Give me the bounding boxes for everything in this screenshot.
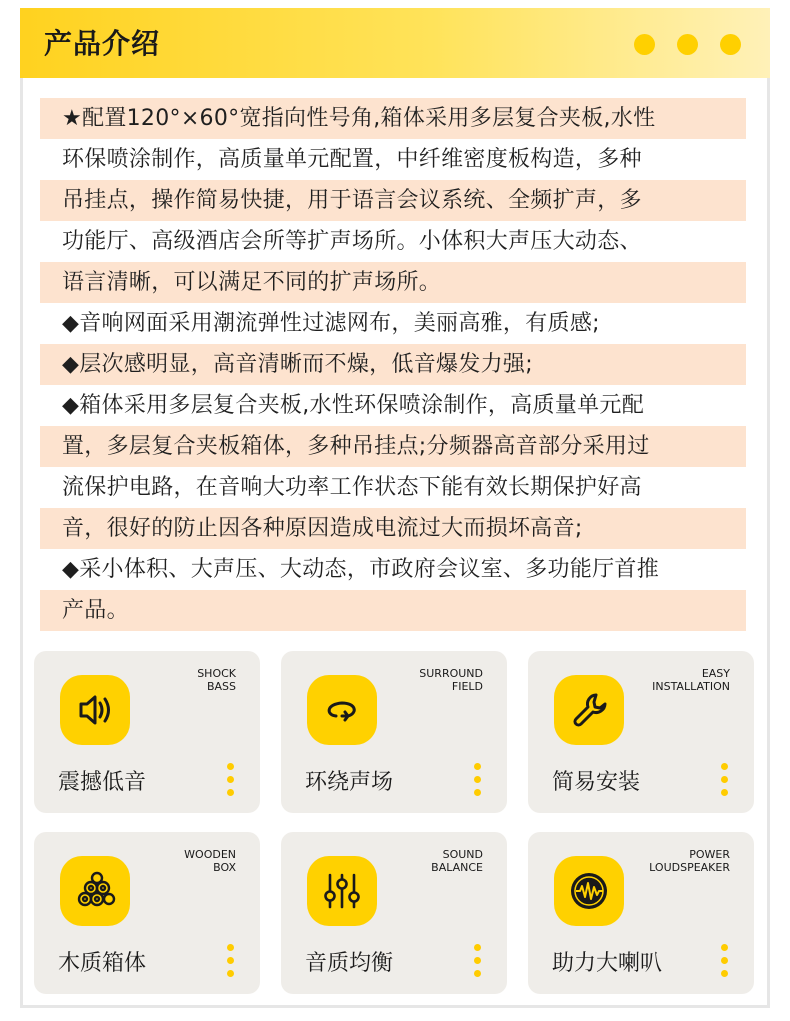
wrench-icon (567, 688, 611, 732)
feature-english-line: INSTALLATION (652, 680, 730, 693)
description-line: ★配置120°×60°宽指向性号角,箱体采用多层复合夹板,水性 (40, 98, 746, 139)
feature-title: 简易安装 (552, 770, 641, 795)
feature-english-line: LOUDSPEAKER (649, 861, 730, 874)
feature-card-sound-balance (281, 832, 507, 994)
feature-english-line: BOX (213, 861, 236, 874)
wood-logs-icon (73, 869, 117, 913)
more-dots-icon (227, 763, 234, 797)
feature-english-label (373, 667, 483, 693)
decorative-dot (677, 34, 698, 55)
feature-icon-badge (554, 856, 624, 926)
feature-title: 木质箱体 (58, 951, 147, 976)
more-dots-icon (474, 944, 481, 978)
feature-english-label (620, 667, 730, 693)
decorative-dot (720, 34, 741, 55)
description-line: 吊挂点，操作简易快捷，用于语言会议系统、全频扩声，多 (40, 180, 746, 221)
feature-title: 环绕声场 (305, 770, 394, 795)
feature-card-power-loudspeaker (528, 832, 754, 994)
feature-english-label (620, 848, 730, 874)
feature-english-line: BASS (206, 680, 236, 693)
feature-english-label (373, 848, 483, 874)
product-description (40, 98, 746, 631)
description-line: 功能厅、高级酒店会所等扩声场所。小体积大声压大动态、 (62, 229, 642, 254)
feature-icon-badge (60, 675, 130, 745)
description-line: ◆箱体采用多层复合夹板,水性环保喷涂制作，高质量单元配 (62, 393, 645, 418)
feature-english-line: BALANCE (431, 861, 483, 874)
feature-icon-badge (307, 856, 377, 926)
description-line: 音，很好的防止因各种原因造成电流过大而损坏高音; (40, 508, 746, 549)
description-line: 置，多层复合夹板箱体，多种吊挂点;分频器高音部分采用过 (40, 426, 746, 467)
feature-title: 助力大喇叭 (552, 951, 663, 976)
section-header (20, 8, 770, 78)
description-line: 环保喷涂制作，高质量单元配置，中纤维密度板构造，多种 (62, 147, 642, 172)
feature-icon-badge (554, 675, 624, 745)
feature-card-easy-installation (528, 651, 754, 813)
feature-card-surround-field (281, 651, 507, 813)
loudspeaker-icon (567, 869, 611, 913)
description-line: 流保护电路，在音响大功率工作状态下能有效长期保护好高 (62, 475, 642, 500)
more-dots-icon (721, 763, 728, 797)
feature-english-line: POWER (689, 848, 730, 861)
feature-english-line: SOUND (442, 848, 483, 861)
feature-title: 音质均衡 (305, 951, 394, 976)
feature-english-line: SURROUND (419, 667, 483, 680)
feature-english-line: FIELD (451, 680, 483, 693)
description-line: 产品。 (40, 590, 746, 631)
speaker-icon (73, 688, 117, 732)
decorative-dot (634, 34, 655, 55)
feature-english-label (126, 667, 236, 693)
description-line: ◆音响网面采用潮流弹性过滤网布，美丽高雅，有质感; (62, 311, 600, 336)
feature-english-line: EASY (701, 667, 730, 680)
description-line: ◆层次感明显，高音清晰而不燥，低音爆发力强; (40, 344, 746, 385)
more-dots-icon (721, 944, 728, 978)
feature-english-line: SHOCK (197, 667, 236, 680)
description-line: ◆采小体积、大声压、大动态，市政府会议室、多功能厅首推 (62, 557, 660, 582)
feature-card-shock-bass (34, 651, 260, 813)
feature-grid (34, 651, 756, 1001)
equalizer-icon (320, 869, 364, 913)
feature-english-label (126, 848, 236, 874)
more-dots-icon (227, 944, 234, 978)
feature-card-wooden-box (34, 832, 260, 994)
surround-icon (320, 688, 364, 732)
feature-title: 震撼低音 (58, 770, 147, 795)
feature-icon-badge (60, 856, 130, 926)
description-line: 语言清晰，可以满足不同的扩声场所。 (40, 262, 746, 303)
feature-english-line: WOODEN (184, 848, 236, 861)
page-title: 产品介绍 (44, 27, 161, 60)
feature-icon-badge (307, 675, 377, 745)
more-dots-icon (474, 763, 481, 797)
